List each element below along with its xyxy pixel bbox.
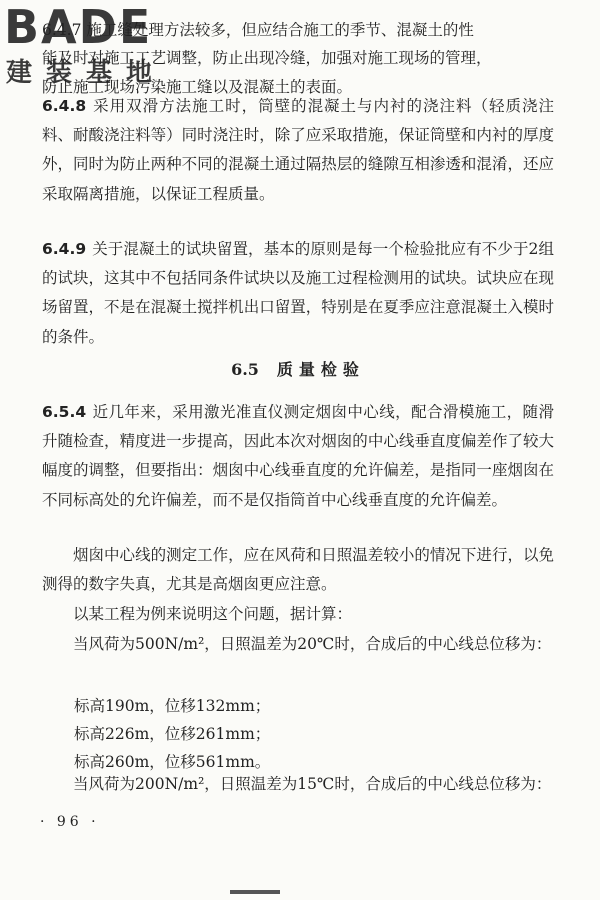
clause-number: 6.4.8 [42,97,87,115]
paragraph-case-2: 当风荷为200N/m²，日照温差为15℃时，合成后的中心线总位移为： [73,775,552,793]
watermark-subtitle: 建装基地 [6,58,167,88]
paragraph-case-1: 当风荷为500N/m²，日照温差为20℃时，合成后的中心线总位移为： [73,635,552,653]
section-heading [42,358,554,382]
paragraph-6-4-7-line-2: 能及时对施工工艺调整，防止出现冷缝，加强对施工现场的管理， [42,49,492,67]
clause-text: 关于混凝土的试块留置，基本的原则是每一个检验批应有不少于2组的试块，这其中不包括同条件试块以及施工过程检测用的试块。试块应在现场留置，不是在混凝土搅拌机出口留置，特别是在夏季应注意混凝土入模时的条件。 [42,240,554,346]
paragraph-6-5-4 [42,398,554,515]
clause-number: 6.4.9 [42,240,87,258]
case-1-item: 标高260m，位移561mm。 [74,753,271,771]
paragraph-6-4-9 [42,235,554,352]
paragraph-example-intro: 以某工程为例来说明这个问题，据计算： [73,605,353,623]
scan-artifact [230,890,280,894]
case-1-item: 标高190m，位移132mm； [74,697,271,715]
case-1-item: 标高226m，位移261mm； [74,725,271,743]
paragraph-6-4-8 [42,92,554,209]
watermark-brand: BADE [4,0,153,54]
paragraph-measurement-note: 烟囱中心线的测定工作，应在风荷和日照温差较小的情况下进行，以免测得的数字失真，尤其是高烟囱更应注意。 [42,546,554,594]
paragraph-6-4-7-line-1: 6.4.7 施工缝处理方法较多，但应结合施工的季节、混凝土的性 [42,21,474,39]
section-title: 质量检验 [276,360,365,379]
page-number: · 96 · [40,814,100,830]
clause-text: 采用双滑方法施工时，筒壁的混凝土与内衬的浇注料（轻质浇注料、耐酸浇注料等）同时浇注时，除了应采取措施，保证筒壁和内衬的厚度外，同时为防止两种不同的混凝土通过隔热层的缝隙互相渗透和混淆，还应采取隔离措施，以保证工程质量。 [42,97,554,203]
paragraph-6-4-7-line-3: 防止施工现场污染施工缝以及混凝土的表面。 [42,78,353,96]
section-number: 6.5 [231,360,259,379]
clause-text: 近几年来，采用激光准直仪测定烟囱中心线，配合滑模施工，随滑升随检查，精度进一步提高，因此本次对烟囱的中心线垂直度偏差作了较大幅度的调整，但要指出：烟囱中心线垂直度的允许偏差，是指同一座烟囱在不同标高处的允许偏差，而不是仅指筒首中心线垂直度的允许偏差。 [42,403,554,509]
clause-number: 6.5.4 [42,403,87,421]
